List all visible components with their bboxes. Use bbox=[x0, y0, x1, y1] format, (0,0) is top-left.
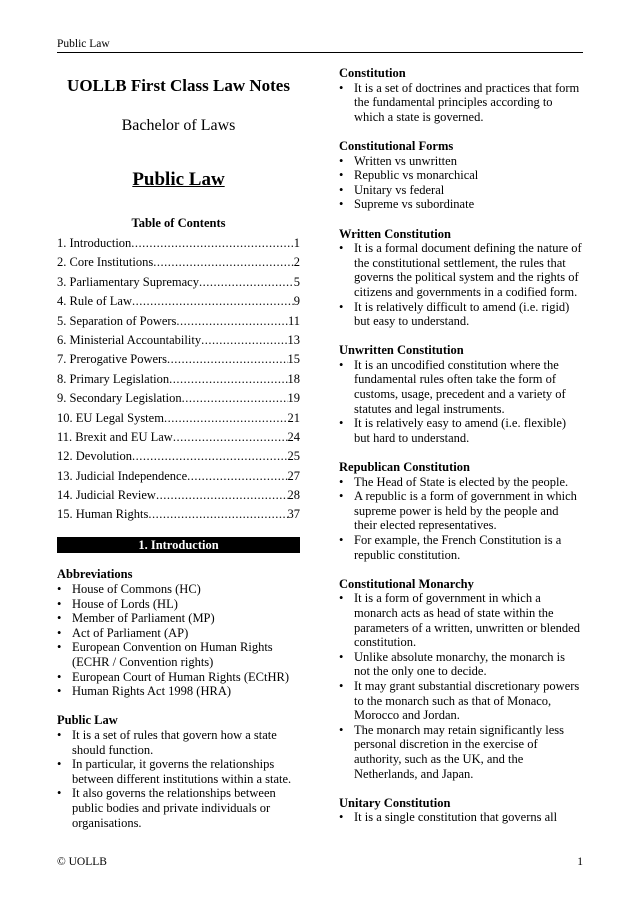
toc-dot-leader bbox=[176, 312, 288, 331]
toc-entry-page: 5 bbox=[293, 274, 300, 289]
toc-entry-page: 9 bbox=[293, 294, 300, 309]
document-title: UOLLB First Class Law Notes bbox=[67, 76, 290, 95]
written-constitution-list bbox=[339, 241, 584, 329]
toc-dot-leader bbox=[148, 505, 287, 524]
toc-entry-page: 24 bbox=[287, 429, 300, 444]
toc-entry-title: 9. Secondary Legislation bbox=[57, 391, 182, 406]
toc-dot-leader bbox=[182, 389, 288, 408]
list-item: • It may grant substantial discretionary powers to the monarch such as that of Monaco, Morocco and Jordan. bbox=[339, 679, 584, 723]
toc-entry[interactable] bbox=[57, 370, 300, 389]
constitution-heading: Constitution bbox=[339, 66, 406, 80]
list-item: • Act of Parliament (AP) bbox=[57, 626, 300, 641]
public-law-list bbox=[57, 728, 300, 830]
toc-entry-title: 11. Brexit and EU Law bbox=[57, 429, 173, 444]
republican-constitution-list bbox=[339, 475, 584, 563]
toc-entry-title: 15. Human Rights bbox=[57, 507, 149, 522]
written-constitution-heading: Written Constitution bbox=[339, 226, 451, 241]
toc-entry[interactable] bbox=[57, 389, 300, 408]
constitutional-monarchy-heading: Constitutional Monarchy bbox=[339, 576, 474, 591]
toc-dot-leader bbox=[173, 428, 288, 447]
toc-entry-page: 2 bbox=[293, 255, 300, 270]
list-item: • The monarch may retain significantly less personal discretion in the exercise of authority, such as the UK, and the Netherlands, and Japan. bbox=[339, 723, 584, 781]
list-item: • Member of Parliament (MP) bbox=[57, 611, 300, 626]
toc-entry-title: 6. Ministerial Accountability bbox=[57, 332, 202, 347]
toc-entry[interactable] bbox=[57, 253, 300, 272]
list-item: • Human Rights Act 1998 (HRA) bbox=[57, 684, 300, 699]
toc-entry-page: 27 bbox=[287, 468, 300, 483]
toc-dot-leader bbox=[201, 331, 287, 350]
unitary-constitution-heading: Unitary Constitution bbox=[339, 795, 451, 810]
toc-entry-page: 25 bbox=[287, 449, 300, 464]
toc-entry[interactable] bbox=[57, 428, 300, 447]
section-banner-introduction: 1. Introduction bbox=[57, 537, 300, 553]
toc-dot-leader bbox=[132, 447, 288, 466]
unwritten-constitution-list bbox=[339, 358, 584, 446]
toc-entry-page: 11 bbox=[287, 313, 300, 328]
toc-entry-title: 12. Devolution bbox=[57, 449, 132, 464]
toc-entry-page: 13 bbox=[287, 332, 300, 347]
list-item: • Written vs unwritten bbox=[339, 154, 584, 169]
toc-dot-leader bbox=[153, 253, 294, 272]
toc-entry-title: 3. Parliamentary Supremacy bbox=[57, 274, 199, 289]
list-item: • House of Lords (HL) bbox=[57, 597, 300, 612]
toc-entry-title: 5. Separation of Powers bbox=[57, 313, 177, 328]
toc-entry-title: 4. Rule of Law bbox=[57, 294, 132, 309]
toc-entry-title: 13. Judicial Independence bbox=[57, 468, 188, 483]
toc-entry-title: 7. Prerogative Powers bbox=[57, 352, 168, 367]
list-item: • It is a form of government in which a monarch acts as head of state within the parameters of a written, unwritten or blended constitution. bbox=[339, 591, 584, 649]
toc-dot-leader bbox=[132, 292, 294, 311]
list-item: • Republic vs monarchical bbox=[339, 168, 584, 183]
constitutional-monarchy-list bbox=[339, 591, 584, 781]
toc-entry[interactable] bbox=[57, 350, 300, 369]
toc-entry-title: 1. Introduction bbox=[57, 236, 132, 250]
right-column bbox=[339, 66, 584, 825]
list-item: • Unlike absolute monarchy, the monarch is not the only one to decide. bbox=[339, 650, 584, 679]
toc-entry-page: 28 bbox=[287, 488, 300, 503]
toc-dot-leader bbox=[164, 409, 288, 428]
public-law-heading: Public Law bbox=[57, 713, 118, 728]
table-of-contents bbox=[57, 234, 300, 525]
toc-entry[interactable] bbox=[57, 331, 300, 350]
toc-entry-title: 2. Core Institutions bbox=[57, 255, 154, 270]
toc-entry-title: 14. Judicial Review bbox=[57, 488, 156, 503]
list-item: • It also governs the relationships between public bodies and private individuals or organisations. bbox=[57, 786, 300, 830]
toc-entry-page: 15 bbox=[287, 352, 300, 367]
toc-entry[interactable] bbox=[57, 409, 300, 428]
toc-entry-page: 37 bbox=[287, 507, 300, 522]
toc-dot-leader bbox=[131, 234, 293, 253]
constitutional-forms-heading: Constitutional Forms bbox=[339, 138, 454, 153]
toc-entry[interactable] bbox=[57, 467, 300, 486]
toc-entry[interactable] bbox=[57, 312, 300, 331]
list-item: • Unitary vs federal bbox=[339, 183, 584, 198]
toc-entry-page: 19 bbox=[287, 391, 300, 406]
list-item: • House of Commons (HC) bbox=[57, 582, 300, 597]
toc-entry-title: 10. EU Legal System bbox=[57, 410, 164, 425]
page-number: 1 bbox=[577, 856, 583, 868]
toc-entry[interactable] bbox=[57, 447, 300, 466]
list-item: • For example, the French Constitution is a republic constitution. bbox=[339, 533, 584, 562]
document-topic: Public Law bbox=[132, 169, 225, 190]
toc-entry[interactable] bbox=[57, 292, 300, 311]
toc-entry-title: 8. Primary Legislation bbox=[57, 371, 170, 386]
abbreviations-list bbox=[57, 582, 300, 699]
running-header: Public Law bbox=[57, 38, 110, 50]
footer-copyright: © UOLLB bbox=[57, 856, 107, 868]
list-item: • Supreme vs subordinate bbox=[339, 197, 584, 212]
toc-entry-page: 21 bbox=[287, 410, 300, 425]
list-item: • It is a formal document defining the nature of the constitutional settlement, the rules that governs the political system and the rights of citizens and governments in a codified form. bbox=[339, 241, 584, 299]
header-rule bbox=[57, 52, 583, 53]
document-subtitle: Bachelor of Laws bbox=[121, 117, 236, 134]
toc-entry-page: 1 bbox=[293, 236, 300, 250]
list-item: • It is an uncodified constitution where the fundamental rules often take the form of customs, usage, precedent and a variety of statutes and legal instruments. bbox=[339, 358, 584, 416]
constitution-list bbox=[339, 81, 584, 125]
toc-dot-leader bbox=[199, 273, 294, 292]
list-item: • In particular, it governs the relationships between different institutions within a state. bbox=[57, 757, 300, 786]
list-item: • European Convention on Human Rights (ECHR / Convention rights) bbox=[57, 640, 300, 669]
toc-dot-leader bbox=[167, 350, 287, 369]
unwritten-constitution-heading: Unwritten Constitution bbox=[339, 343, 464, 358]
toc-entry[interactable] bbox=[57, 505, 300, 524]
list-item: • It is a single constitution that governs all bbox=[339, 810, 584, 825]
toc-entry[interactable] bbox=[57, 234, 300, 253]
list-item: • It is a set of rules that govern how a state should function. bbox=[57, 728, 300, 757]
toc-entry[interactable] bbox=[57, 486, 300, 505]
constitutional-forms-list bbox=[339, 154, 584, 212]
toc-dot-leader bbox=[156, 486, 288, 505]
abbreviations-heading: Abbreviations bbox=[57, 567, 133, 582]
left-column bbox=[57, 58, 300, 830]
toc-entry-page: 18 bbox=[287, 371, 300, 386]
toc-dot-leader bbox=[169, 370, 287, 389]
list-item: • The Head of State is elected by the people. bbox=[339, 475, 584, 490]
list-item: • It is a set of doctrines and practices that form the fundamental principles according to which a state is governed. bbox=[339, 81, 584, 125]
toc-dot-leader bbox=[187, 467, 287, 486]
unitary-constitution-list bbox=[339, 810, 584, 825]
toc-entry[interactable] bbox=[57, 273, 300, 292]
list-item: • European Court of Human Rights (ECtHR) bbox=[57, 670, 300, 685]
republican-constitution-heading: Republican Constitution bbox=[339, 460, 470, 475]
list-item: • A republic is a form of government in which supreme power is held by the people and their elected representatives. bbox=[339, 489, 584, 533]
toc-heading: Table of Contents bbox=[131, 216, 226, 230]
list-item: • It is relatively difficult to amend (i.e. rigid) but easy to understand. bbox=[339, 300, 584, 329]
list-item: • It is relatively easy to amend (i.e. flexible) but hard to understand. bbox=[339, 416, 584, 445]
